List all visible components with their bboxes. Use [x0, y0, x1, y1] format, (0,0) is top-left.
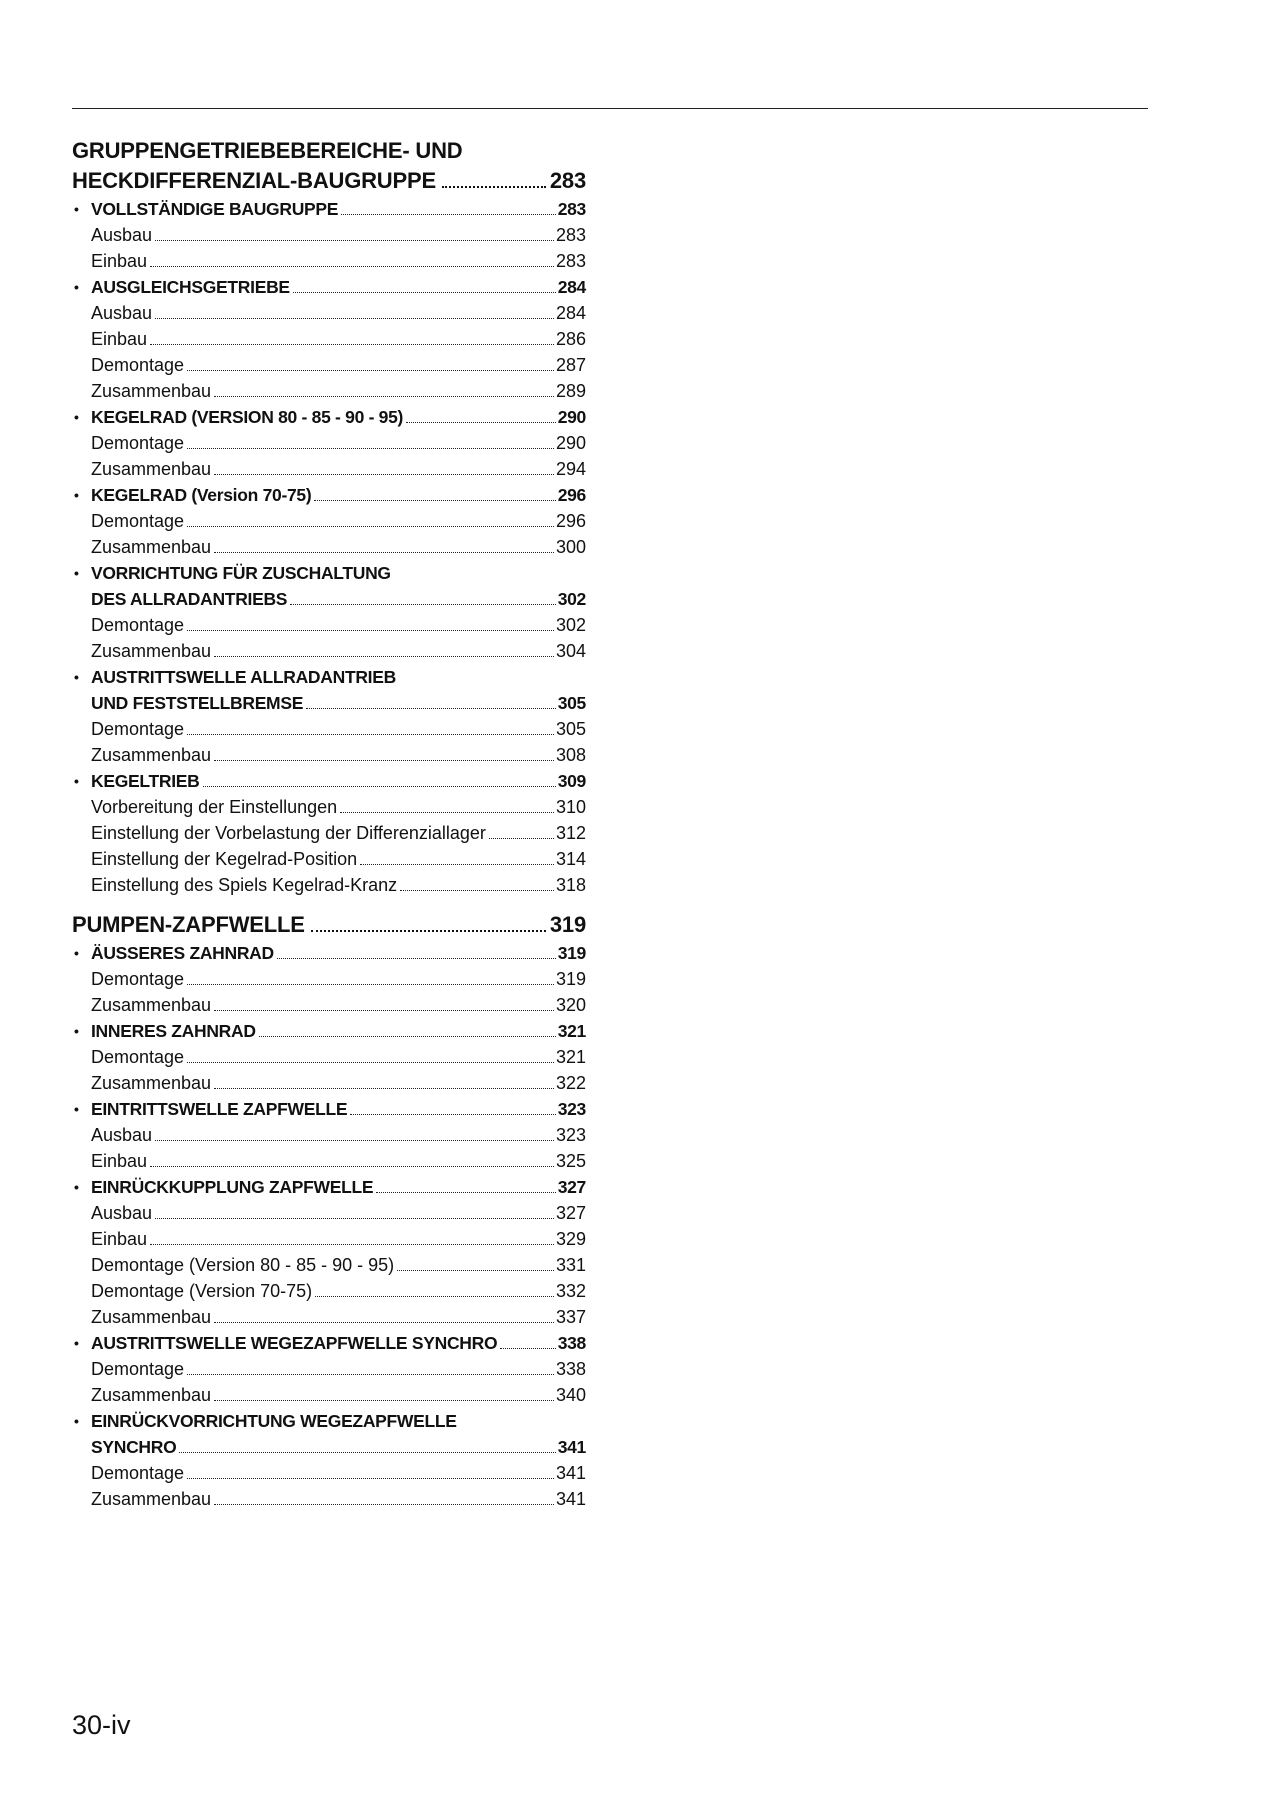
- group-heading: [91, 664, 586, 690]
- group-page: 341: [557, 1437, 586, 1457]
- group-heading-text: SYNCHRO: [91, 1437, 177, 1457]
- bullet-icon: •: [74, 773, 79, 789]
- group-page: 302: [557, 589, 586, 609]
- toc-entry: [91, 1304, 586, 1330]
- dot-leader: [150, 1166, 554, 1167]
- toc-group: [72, 1096, 586, 1174]
- entry-page: 294: [555, 459, 586, 479]
- entry-label: Zusammenbau: [91, 745, 212, 765]
- group-page: 283: [557, 199, 586, 219]
- group-heading: [91, 586, 586, 612]
- entry-label: Vorbereitung der Einstellungen: [91, 797, 338, 817]
- entry-label: Zusammenbau: [91, 1307, 212, 1327]
- section-title: [72, 910, 586, 940]
- dot-leader: [214, 1010, 554, 1011]
- group-heading-text: EINTRITTSWELLE ZAPFWELLE: [91, 1099, 348, 1119]
- entry-page: 337: [555, 1307, 586, 1327]
- group-page: 338: [557, 1333, 586, 1353]
- group-heading-text: AUSGLEICHSGETRIEBE: [91, 277, 290, 297]
- bullet-icon: •: [74, 1335, 79, 1351]
- group-page: 321: [557, 1021, 586, 1041]
- entry-label: Zusammenbau: [91, 1385, 212, 1405]
- section-title: [72, 136, 586, 196]
- group-heading: [91, 1408, 586, 1434]
- group-heading-text: EINRÜCKVORRICHTUNG WEGEZAPFWELLE: [91, 1411, 457, 1431]
- toc-entry: [91, 1122, 586, 1148]
- dot-leader: [214, 1088, 554, 1089]
- entry-label: Demontage: [91, 1359, 185, 1379]
- dot-leader: [214, 1400, 554, 1401]
- toc-entry: [91, 430, 586, 456]
- entry-page: 323: [555, 1125, 586, 1145]
- entry-label: Demontage: [91, 1047, 185, 1067]
- toc-section: [72, 910, 586, 1512]
- bullet-icon: •: [74, 1179, 79, 1195]
- group-heading-text: INNERES ZAHNRAD: [91, 1021, 256, 1041]
- entry-label: Zusammenbau: [91, 1489, 212, 1509]
- toc-entry: [91, 1226, 586, 1252]
- group-page: 309: [557, 771, 586, 791]
- toc-entry: [91, 820, 586, 846]
- group-heading: [91, 274, 586, 300]
- dot-leader: [489, 838, 554, 839]
- section-title-line: [72, 910, 586, 940]
- toc-entry: [91, 1200, 586, 1226]
- entry-label: Einbau: [91, 1229, 148, 1249]
- toc-entry: [91, 1382, 586, 1408]
- entry-page: 290: [555, 433, 586, 453]
- dot-leader: [187, 448, 554, 449]
- group-heading: [91, 1330, 586, 1356]
- dot-leader: [214, 1322, 554, 1323]
- toc-group: [72, 768, 586, 898]
- toc-entry: [91, 508, 586, 534]
- dot-leader: [187, 984, 554, 985]
- dot-leader: [203, 786, 556, 787]
- dot-leader: [350, 1114, 555, 1115]
- entry-label: Zusammenbau: [91, 459, 212, 479]
- dot-leader: [314, 500, 555, 501]
- entry-page: 286: [555, 329, 586, 349]
- toc-entry: [91, 352, 586, 378]
- group-page: 305: [557, 693, 586, 713]
- entry-page: 341: [555, 1489, 586, 1509]
- group-heading: [91, 1174, 586, 1200]
- dot-leader: [259, 1036, 556, 1037]
- group-heading-text: KEGELRAD (VERSION 80 - 85 - 90 - 95): [91, 407, 404, 427]
- dot-leader: [277, 958, 556, 959]
- group-heading: [91, 1434, 586, 1460]
- section-page: 283: [549, 168, 586, 193]
- entry-page: 305: [555, 719, 586, 739]
- entry-label: Zusammenbau: [91, 381, 212, 401]
- group-heading: [91, 690, 586, 716]
- entry-label: Zusammenbau: [91, 1073, 212, 1093]
- toc-group: [72, 1408, 586, 1512]
- dot-leader: [214, 656, 554, 657]
- group-heading: [91, 404, 586, 430]
- group-heading-text: ÄUSSERES ZAHNRAD: [91, 943, 274, 963]
- entry-page: 325: [555, 1151, 586, 1171]
- dot-leader: [315, 1296, 554, 1297]
- dot-leader: [306, 708, 556, 709]
- toc-group: [72, 1330, 586, 1408]
- table-of-contents: [72, 136, 586, 1512]
- entry-page: 340: [555, 1385, 586, 1405]
- entry-label: Demontage: [91, 615, 185, 635]
- entry-label: Einbau: [91, 251, 148, 271]
- toc-entry: [91, 222, 586, 248]
- toc-group: [72, 482, 586, 560]
- toc-group: [72, 560, 586, 664]
- group-heading-text: AUSTRITTSWELLE ALLRADANTRIEB: [91, 667, 396, 687]
- entry-page: 322: [555, 1073, 586, 1093]
- toc-entry: [91, 378, 586, 404]
- entry-page: 300: [555, 537, 586, 557]
- dot-leader: [187, 1478, 554, 1479]
- toc-entry: [91, 1356, 586, 1382]
- toc-entry: [91, 1044, 586, 1070]
- toc-entry: [91, 534, 586, 560]
- dot-leader: [376, 1192, 555, 1193]
- section-spacer: [72, 898, 586, 910]
- entry-page: 283: [555, 251, 586, 271]
- dot-leader: [340, 812, 554, 813]
- group-page: 319: [557, 943, 586, 963]
- dot-leader: [187, 1062, 554, 1063]
- toc-group: [72, 664, 586, 768]
- dot-leader: [293, 292, 556, 293]
- group-heading: [91, 1096, 586, 1122]
- entry-page: 302: [555, 615, 586, 635]
- entry-page: 318: [555, 875, 586, 895]
- entry-page: 319: [555, 969, 586, 989]
- bullet-icon: •: [74, 487, 79, 503]
- dot-leader: [155, 318, 554, 319]
- toc-entry: [91, 248, 586, 274]
- toc-entry: [91, 326, 586, 352]
- page-number: 30-iv: [72, 1710, 131, 1740]
- entry-label: Demontage: [91, 511, 185, 531]
- dot-leader: [500, 1348, 555, 1349]
- dot-leader: [214, 552, 554, 553]
- section-title-text: GRUPPENGETRIEBEBEREICHE- UND: [72, 138, 463, 163]
- bullet-icon: •: [74, 1023, 79, 1039]
- entry-page: 331: [555, 1255, 586, 1275]
- entry-label: Demontage (Version 80 - 85 - 90 - 95): [91, 1255, 395, 1275]
- toc-entry: [91, 1460, 586, 1486]
- entry-page: 287: [555, 355, 586, 375]
- group-heading-text: KEGELTRIEB: [91, 771, 200, 791]
- entry-label: Demontage: [91, 433, 185, 453]
- toc-entry: [91, 716, 586, 742]
- toc-entry: [91, 612, 586, 638]
- toc-entry: [91, 846, 586, 872]
- group-page: 296: [557, 485, 586, 505]
- toc-entry: [91, 872, 586, 898]
- entry-label: Ausbau: [91, 1203, 153, 1223]
- toc-entry: [91, 1148, 586, 1174]
- toc-entry: [91, 794, 586, 820]
- section-title-text: PUMPEN-ZAPFWELLE: [72, 912, 305, 937]
- toc-group: [72, 274, 586, 404]
- entry-label: Einstellung der Vorbelastung der Differenziallager: [91, 823, 486, 843]
- entry-page: 289: [555, 381, 586, 401]
- dot-leader: [150, 1244, 554, 1245]
- entry-page: 314: [555, 849, 586, 869]
- group-heading-text: KEGELRAD (Version 70-75): [91, 485, 312, 505]
- dot-leader: [214, 1504, 554, 1505]
- bullet-icon: •: [74, 945, 79, 961]
- entry-page: 341: [555, 1463, 586, 1483]
- toc-entry: [91, 742, 586, 768]
- entry-label: Zusammenbau: [91, 995, 212, 1015]
- entry-label: Ausbau: [91, 303, 153, 323]
- dot-leader: [155, 1140, 554, 1141]
- toc-group: [72, 1174, 586, 1330]
- entry-page: 312: [555, 823, 586, 843]
- section-title-text: HECKDIFFERENZIAL-BAUGRUPPE: [72, 168, 436, 193]
- bullet-icon: •: [74, 279, 79, 295]
- entry-label: Demontage: [91, 1463, 185, 1483]
- group-heading-text: VOLLSTÄNDIGE BAUGRUPPE: [91, 199, 339, 219]
- entry-page: 327: [555, 1203, 586, 1223]
- group-heading-text: DES ALLRADANTRIEBS: [91, 589, 288, 609]
- entry-page: 332: [555, 1281, 586, 1301]
- dot-leader: [360, 864, 554, 865]
- toc-section: [72, 136, 586, 898]
- dot-leader: [214, 396, 554, 397]
- entry-label: Einbau: [91, 1151, 148, 1171]
- group-heading: [91, 482, 586, 508]
- toc-entry: [91, 1070, 586, 1096]
- dot-leader: [442, 186, 546, 188]
- dot-leader: [187, 630, 554, 631]
- dot-leader: [187, 370, 554, 371]
- section-page: 319: [549, 912, 586, 937]
- group-page: 290: [557, 407, 586, 427]
- entry-page: 308: [555, 745, 586, 765]
- entry-label: Demontage (Version 70-75): [91, 1281, 313, 1301]
- group-heading-text: VORRICHTUNG FÜR ZUSCHALTUNG: [91, 563, 391, 583]
- dot-leader: [150, 266, 554, 267]
- group-heading: [91, 560, 586, 586]
- section-title-line: [72, 136, 586, 166]
- bullet-icon: •: [74, 1101, 79, 1117]
- dot-leader: [187, 526, 554, 527]
- dot-leader: [397, 1270, 554, 1271]
- group-page: 327: [557, 1177, 586, 1197]
- group-heading-text: AUSTRITTSWELLE WEGEZAPFWELLE SYNCHRO: [91, 1333, 498, 1353]
- dot-leader: [406, 422, 556, 423]
- entry-label: Einstellung des Spiels Kegelrad-Kranz: [91, 875, 398, 895]
- entry-page: 320: [555, 995, 586, 1015]
- group-heading-text: EINRÜCKKUPPLUNG ZAPFWELLE: [91, 1177, 374, 1197]
- group-heading: [91, 940, 586, 966]
- group-heading: [91, 1018, 586, 1044]
- dot-leader: [187, 734, 554, 735]
- group-heading-text: UND FESTSTELLBREMSE: [91, 693, 304, 713]
- entry-label: Einbau: [91, 329, 148, 349]
- dot-leader: [150, 344, 554, 345]
- entry-page: 296: [555, 511, 586, 531]
- toc-entry: [91, 1252, 586, 1278]
- dot-leader: [187, 1374, 554, 1375]
- toc-group: [72, 196, 586, 274]
- bullet-icon: •: [74, 565, 79, 581]
- entry-label: Demontage: [91, 355, 185, 375]
- dot-leader: [311, 930, 546, 932]
- entry-page: 310: [555, 797, 586, 817]
- bullet-icon: •: [74, 1413, 79, 1429]
- entry-page: 304: [555, 641, 586, 661]
- entry-label: Einstellung der Kegelrad-Position: [91, 849, 358, 869]
- bullet-icon: •: [74, 409, 79, 425]
- entry-label: Demontage: [91, 969, 185, 989]
- entry-label: Ausbau: [91, 1125, 153, 1145]
- dot-leader: [214, 474, 554, 475]
- group-heading: [91, 196, 586, 222]
- toc-entry: [91, 300, 586, 326]
- toc-entry: [91, 966, 586, 992]
- toc-group: [72, 1018, 586, 1096]
- entry-label: Zusammenbau: [91, 537, 212, 557]
- entry-label: Demontage: [91, 719, 185, 739]
- top-rule: [72, 108, 1148, 109]
- section-title-line: [72, 166, 586, 196]
- toc-entry: [91, 1278, 586, 1304]
- dot-leader: [290, 604, 556, 605]
- group-heading: [91, 768, 586, 794]
- entry-page: 338: [555, 1359, 586, 1379]
- entry-page: 284: [555, 303, 586, 323]
- toc-group: [72, 404, 586, 482]
- dot-leader: [155, 1218, 554, 1219]
- entry-label: Ausbau: [91, 225, 153, 245]
- toc-entry: [91, 1486, 586, 1512]
- group-page: 323: [557, 1099, 586, 1119]
- group-page: 284: [557, 277, 586, 297]
- entry-page: 321: [555, 1047, 586, 1067]
- entry-label: Zusammenbau: [91, 641, 212, 661]
- dot-leader: [341, 214, 556, 215]
- toc-entry: [91, 992, 586, 1018]
- toc-entry: [91, 638, 586, 664]
- toc-group: [72, 940, 586, 1018]
- dot-leader: [400, 890, 554, 891]
- bullet-icon: •: [74, 201, 79, 217]
- toc-entry: [91, 456, 586, 482]
- entry-page: 329: [555, 1229, 586, 1249]
- dot-leader: [179, 1452, 555, 1453]
- entry-page: 283: [555, 225, 586, 245]
- dot-leader: [155, 240, 554, 241]
- dot-leader: [214, 760, 554, 761]
- bullet-icon: •: [74, 669, 79, 685]
